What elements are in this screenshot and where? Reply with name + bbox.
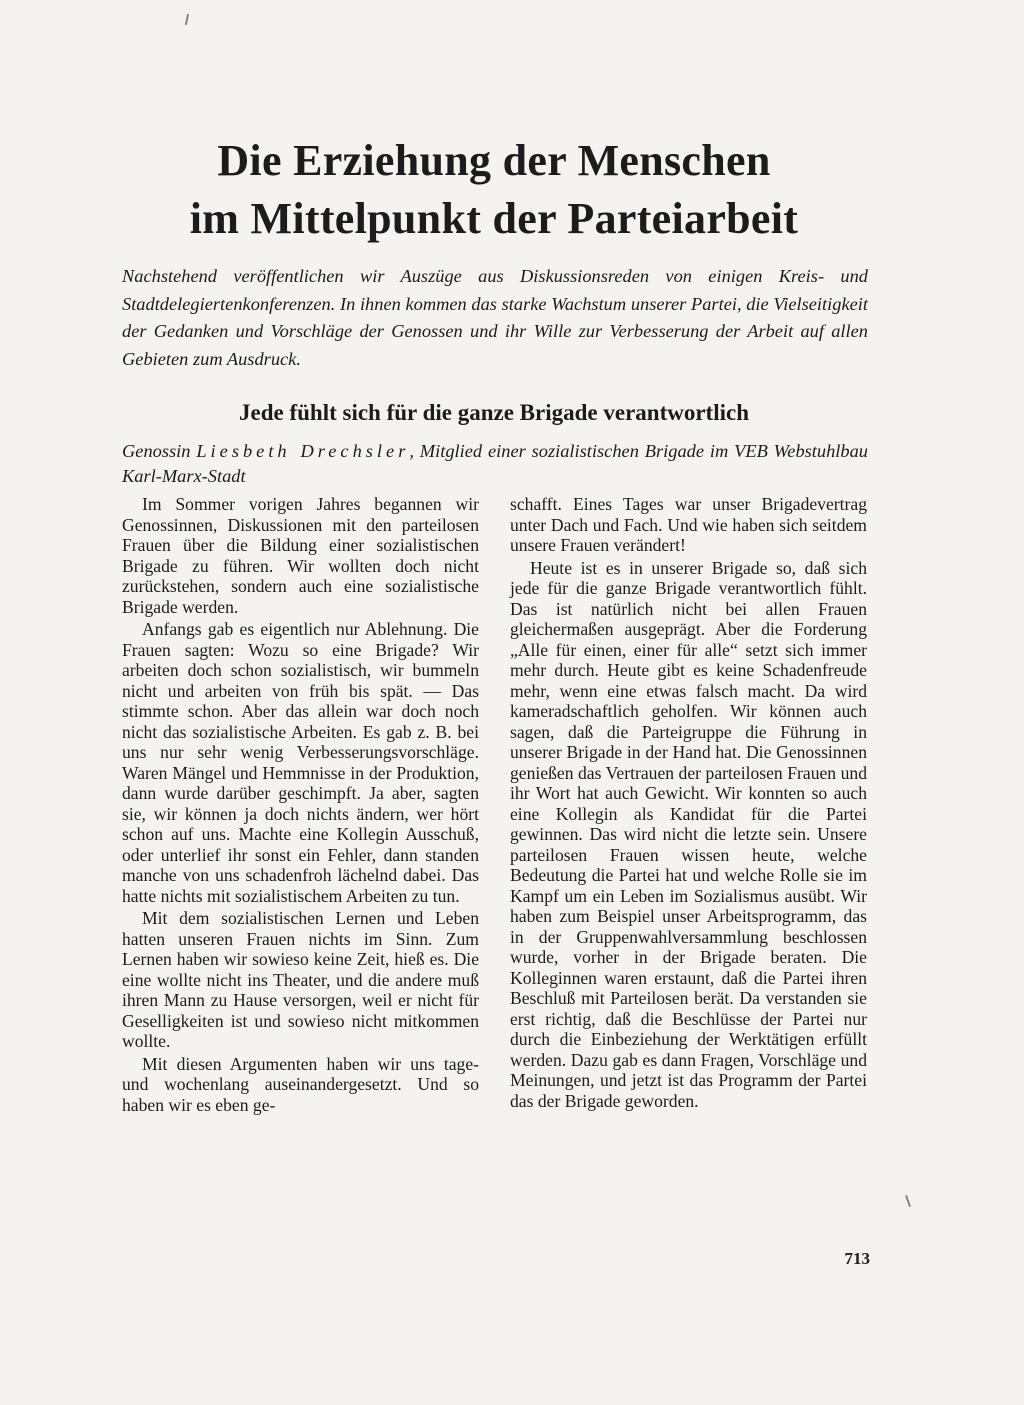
intro-paragraph: Nachstehend veröffentlichen wir Auszüge aus Diskussionsreden von einigen Kreis- und Stadtdelegiertenkonferenzen. In ihnen kommen das starke Wachstum unserer Partei, die Vielseitigkeit der Gedanken und Vorschläge der Genossen und ihr Wille zur Verbesserung der Arbeit auf allen Gebieten zum Ausdruck. (122, 266, 868, 369)
body-paragraph: Mit diesen Argumenten haben wir uns tage- und wochenlang auseinandergesetzt. Und so haben wir es eben ge- (122, 1053, 479, 1115)
body-paragraph: Anfangs gab es eigentlich nur Ablehnung. Die Frauen sagten: Wozu so eine Brigade? Wir arbeiten doch schon sozialistisch, wir bummeln nicht und arbeiten von früh bis spät. — Das stimmte schon. Aber das allein war doch noch nicht das sozialistische Arbeiten. Es gab z. B. bei uns nur sehr wenig Verbesserungsvorschläge. Waren Mängel und Hemmnisse in der Produktion, dann wurde darüber geschimpft. Ja aber, sagten sie, wir können ja doch nichts ändern, wer hört schon auf uns. Machte eine Kollegin Ausschuß, oder unterlief ihr sonst ein Fehler, dann standen manche von uns schadenfroh lächelnd dabei. Das hatte nichts mit sozialistischem Arbeiten zu tun. (122, 619, 479, 906)
body-paragraph: Mit dem sozialistischen Lernen und Leben hatten unseren Frauen nichts im Sinn. Zum Lernen haben wir sowieso keine Zeit, hieß es. Die eine wollte nicht ins Theater, und die andere muß ihren Mann zu Hause versorgen, weil er nicht für Geselligkeiten ist und sowieso nicht mitkommen wollte. (122, 908, 479, 1051)
text-column-right (510, 494, 867, 1113)
article-title (120, 132, 868, 248)
body-paragraph: Im Sommer vorigen Jahres begannen wir Genossinnen, Diskussionen mit den parteilosen Frauen über die Bildung einer sozialistischen Brigade zu führen. Wir wollten doch nicht zurückstehen, sondern auch eine sozialistische Brigade werden. (122, 494, 479, 617)
text-column-left (122, 494, 479, 1117)
byline-prefix: Genossin (122, 441, 191, 461)
author-name: Liesbeth Drechsler (196, 441, 410, 461)
title-line: im Mittelpunkt der Parteiarbeit (189, 194, 799, 243)
body-paragraph: Heute ist es in unserer Brigade so, daß sich jede für die ganze Brigade verantwortlich fühlt. Das ist natürlich nicht bei allen Frauen gleichermaßen ausgeprägt. Aber die Forderung „Alle für einen, einer für alle“ setzt sich immer mehr durch. Heute gibt es keine Schadenfreude mehr, wenn eine etwas falsch macht. Da wird kameradschaftlich geholfen. Wir können auch sagen, daß die Parteigruppe die Führung in unserer Brigade in der Hand hat. Die Genossinnen genießen das Vertrauen der parteilosen Frauen und ihr Wort hat auch Gewicht. Wir konnten so auch eine Kollegin als Kandidat für die Partei gewinnen. Das wird nicht die letzte sein. Unsere parteilosen Frauen wissen heute, welche Bedeutung die Partei hat und welche Rolle sie im Kampf um ein Leben im Sozialismus ausübt. Wir haben zum Beispiel unser Arbeitsprogramm, das in der Gruppenwahlversammlung beschlossen wurde, vorher in der Brigade beraten. Die Kolleginnen waren erstaunt, daß die Partei ihren Beschluß mit Parteilosen berät. Da verstanden sie erst richtig, daß die Beschlüsse der Partei nur durch die Einbeziehung der Werktätigen erfüllt werden. Dazu gab es dann Fragen, Vorschläge und Meinungen, und jetzt ist das Programm der Partei das der Brigade geworden. (510, 557, 867, 1111)
body-paragraph: schafft. Eines Tages war unser Brigadevertrag unter Dach und Fach. Und wie haben sich seitdem unsere Frauen verändert! (510, 494, 867, 555)
section-heading: Jede fühlt sich für die ganze Brigade verantwortlich (239, 400, 749, 425)
author-byline (122, 439, 868, 489)
scan-mark (905, 1195, 911, 1207)
scan-mark (185, 14, 189, 25)
byline-affiliation: , Mitglied einer sozialistischen Brigade im VEB Webstuhlbau Karl-Marx-Stadt (122, 441, 869, 486)
title-line: Die Erziehung der Menschen (217, 136, 771, 185)
page-number: 713 (844, 1249, 870, 1268)
